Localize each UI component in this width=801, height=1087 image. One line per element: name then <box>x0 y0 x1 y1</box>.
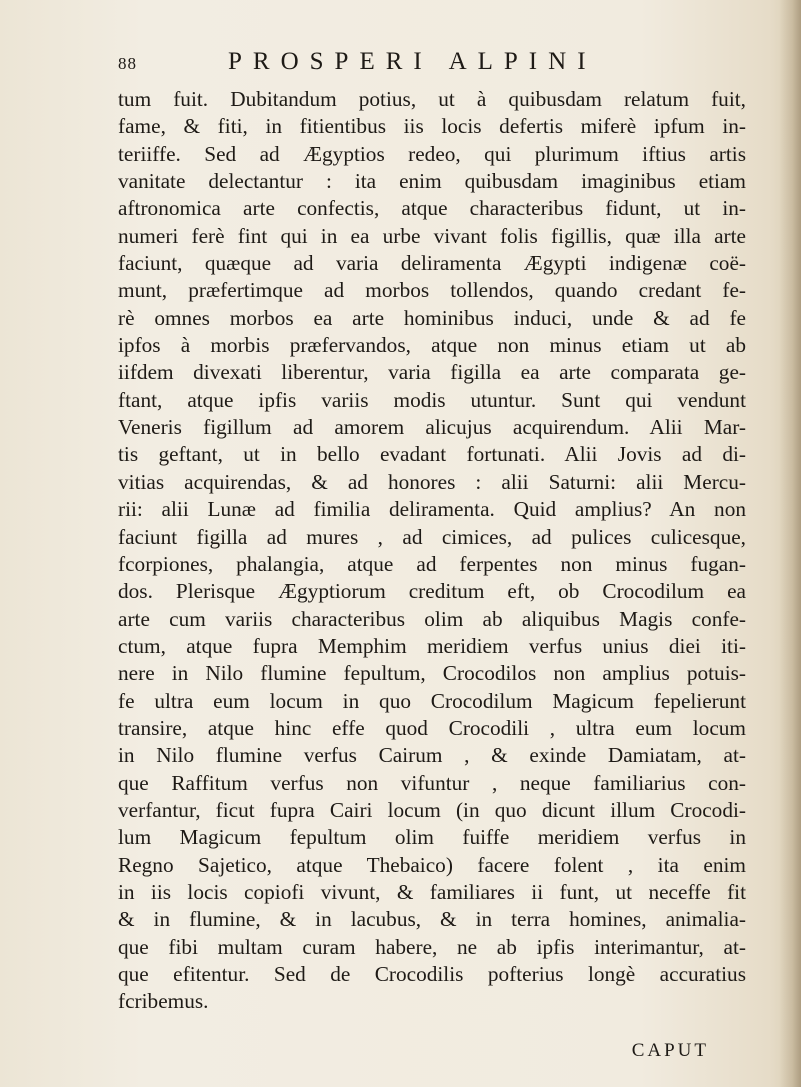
running-title: PROSPERI ALPINI <box>228 48 597 75</box>
catchword: CAPUT <box>631 1040 709 1061</box>
text-line: fcorpiones, phalangia, atque ad ferpentes non minus fugan- <box>118 551 746 576</box>
page-number: 88 <box>118 54 137 73</box>
text-line: transire, atque hinc effe quod Crocodili , ultra eum locum <box>118 715 746 740</box>
text-line: dos. Plerisque Ægyptiorum creditum eft, ob Crocodilum ea <box>118 579 746 604</box>
text-line: tum fuit. Dubitandum potius, ut à quibusdam relatum fuit, <box>118 87 746 111</box>
text-line: vitias acquirendas, & ad honores : alii Saturni: alii Mercu- <box>118 469 746 494</box>
text-line-final: fcribemus. <box>118 989 209 1014</box>
text-line: fame, & fiti, in fitientibus iis locis defertis miferè ipfum in- <box>118 114 746 139</box>
text-line: que efitentur. Sed de Crocodilis pofterius longè accuratius <box>118 962 746 986</box>
text-line: iifdem divexati liberentur, varia figilla ea arte comparata ge- <box>118 360 746 385</box>
text-line: fe ultra eum locum in quo Crocodilum Magicum fepelierunt <box>118 688 746 713</box>
text-line: ctum, atque fupra Memphim meridiem verfus unius diei iti- <box>118 633 746 658</box>
text-line: numeri ferè fint qui in ea urbe vivant folis figillis, quæ illa arte <box>118 223 746 248</box>
text-line: & in flumine, & in lacubus, & in terra homines, animalia- <box>118 907 746 932</box>
text-line: nere in Nilo flumine fepultum, Crocodilos non amplius potuis- <box>118 661 746 686</box>
text-line: rii: alii Lunæ ad fimilia deliramenta. Quid amplius? An non <box>118 497 746 522</box>
text-line: Veneris figillum ad amorem alicujus acquirendum. Alii Mar- <box>118 415 746 440</box>
text-line: teriiffe. Sed ad Ægyptios redeo, qui plurimum iftius artis <box>118 141 746 166</box>
text-line: munt, præfertimque ad morbos tollendos, quando credant fe- <box>118 278 746 303</box>
text-line: ftant, atque ipfis variis modis utuntur. Sunt qui vendunt <box>118 387 746 412</box>
text-line: faciunt, quæque ad varia deliramenta Ægypti indigenæ coë- <box>118 251 746 276</box>
body-text <box>118 86 746 1016</box>
text-line: in iis locis copiofi vivunt, & familiares ii funt, ut neceffe fit <box>118 879 746 904</box>
text-line: in Nilo flumine verfus Cairum , & exinde Damiatam, at- <box>118 743 746 768</box>
text-line: lum Magicum fepultum olim fuiffe meridiem verfus in <box>118 825 746 850</box>
text-line: ipfos à morbis præfervandos, atque non minus etiam ut ab <box>118 333 746 358</box>
text-line: aftronomica arte confectis, atque characteribus fidunt, ut in- <box>118 196 746 221</box>
text-line: que Raffitum verfus non vifuntur , neque familiarius con- <box>118 770 746 795</box>
text-line: que fibi multam curam habere, ne ab ipfis interimantur, at- <box>118 934 746 959</box>
text-line: arte cum variis characteribus olim ab aliquibus Magis confe- <box>118 606 746 631</box>
page-header <box>118 48 718 82</box>
text-line: faciunt figilla ad mures , ad cimices, ad pulices culicesque, <box>118 524 746 549</box>
text-line: rè omnes morbos ea arte hominibus induci, unde & ad fe <box>118 305 746 330</box>
page-edge-shadow <box>779 0 801 1087</box>
text-line: vanitate delectantur : ita enim quibusdam imaginibus etiam <box>118 169 746 194</box>
text-line: tis geftant, ut in bello evadant fortunati. Alii Jovis ad di- <box>118 442 746 467</box>
text-line: Regno Sajetico, atque Thebaico) facere folent , ita enim <box>118 852 746 877</box>
text-line: verfantur, ficut fupra Cairi locum (in quo dicunt illum Crocodi- <box>118 797 746 822</box>
